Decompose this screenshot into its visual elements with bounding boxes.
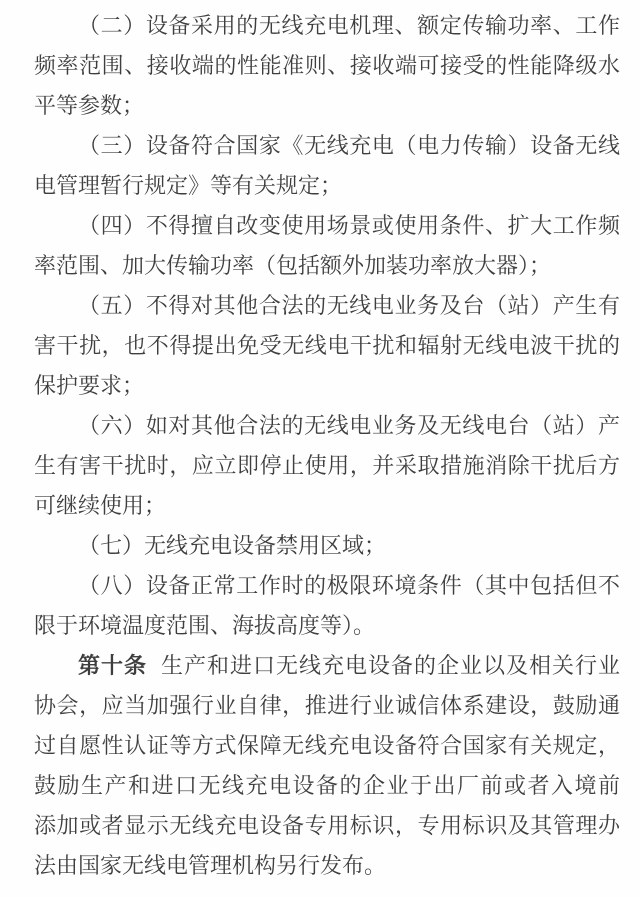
article-number: 第十条 [78,653,147,678]
document-line: 法由国家无线电管理机构另行发布。 [34,853,387,878]
document-line: （八）设备正常工作时的极限环境条件（其中包括但不 [78,573,620,598]
article-text: 生产和进口无线充电设备的企业以及相关行业 [161,653,620,678]
document-line: （三）设备符合国家《无线充电（电力传输）设备无线 [78,133,620,158]
document-line [34,646,620,686]
document-line: 率范围、加大传输功率（包括额外加装功率放大器）； [34,253,552,278]
document-line: 添加或者显示无线充电设备专用标识，专用标识及其管理办 [34,813,620,838]
document-line: 害干扰，也不得提出免受无线电干扰和辐射无线电波干扰的 [34,333,620,358]
document-line: 过自愿性认证等方式保障无线充电设备符合国家有关规定， [34,733,620,758]
document-line: 频率范围、接收端的性能准则、接收端可接受的性能降级水 [34,53,620,78]
document-line: （四）不得擅自改变使用场景或使用条件、扩大工作频 [78,213,620,238]
document-line: （七）无线充电设备禁用区域； [78,533,387,558]
document-line: （五）不得对其他合法的无线电业务及台（站）产生有 [78,293,620,318]
document-line: （六）如对其他合法的无线电业务及无线电台（站）产 [78,413,620,438]
document-line: 生有害干扰时，应立即停止使用，并采取措施消除干扰后方 [34,453,620,478]
document-line: （二）设备采用的无线充电机理、额定传输功率、工作 [78,13,620,38]
document-line: 限于环境温度范围、海拔高度等）。 [34,613,376,638]
document-line: 协会，应当加强行业自律，推进行业诚信体系建设，鼓励通 [34,693,620,718]
document-line: 保护要求； [34,373,145,398]
document-line: 可继续使用； [34,493,167,518]
document-line: 电管理暂行规定》等有关规定； [34,173,343,198]
document-line: 鼓励生产和进口无线充电设备的企业于出厂前或者入境前 [34,773,620,798]
document-line: 平等参数； [34,93,145,118]
